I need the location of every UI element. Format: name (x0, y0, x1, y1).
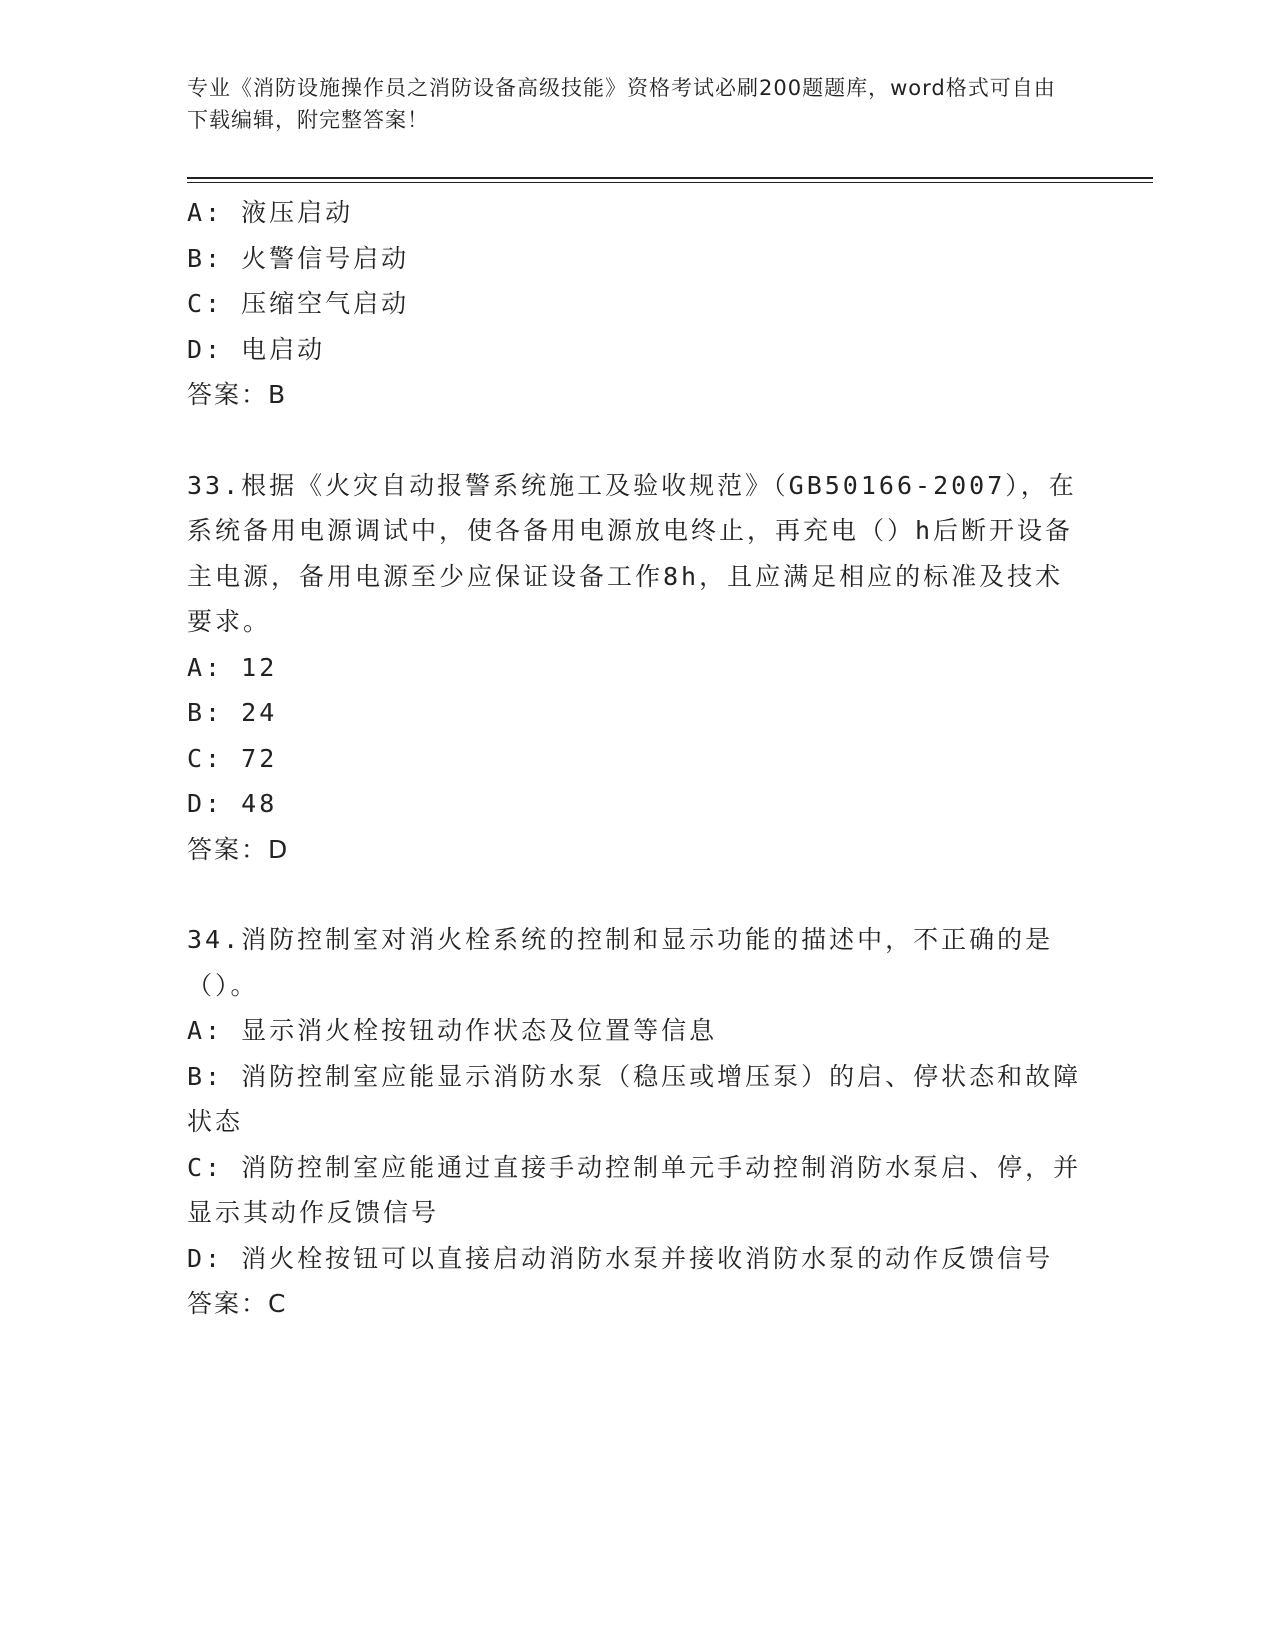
header-divider-top (187, 177, 1153, 179)
option-a: A: 12 (187, 652, 278, 682)
option-c: C: 72 (187, 743, 278, 773)
option-c: C: 消防控制室应能通过直接手动控制单元手动控制消防水泵启、停，并显示其动作反馈信号 (187, 1152, 1082, 1227)
option-d: D: 电启动 (187, 334, 326, 364)
question-33 (187, 463, 1087, 873)
question-34 (187, 917, 1087, 1327)
document-header: 专业《消防设施操作员之消防设备高级技能》资格考试必刷200题题库，word格式可自由下载编辑，附完整答案！ (187, 76, 1056, 132)
option-a: A: 液压启动 (187, 198, 354, 227)
question-content (187, 190, 1087, 1327)
answer-label: 答案：B (187, 380, 288, 409)
question-32 (187, 190, 1087, 418)
option-d: D: 48 (187, 789, 278, 818)
option-c: C: 压缩空气启动 (187, 289, 410, 318)
question-stem: 33.根据《火灾自动报警系统施工及验收规范》（GB50166-2007），在系统备用电源调试中，使各备用电源放电终止，再充电（）h后断开设备主电源，备用电源至少应保证设备工作8h，且应满足相应的标准及技术要求。 (187, 470, 1077, 636)
option-a: A: 显示消火栓按钮动作状态及位置等信息 (187, 1016, 718, 1045)
question-stem: 34.消防控制室对消火栓系统的控制和显示功能的描述中，不正确的是（）。 (187, 925, 1054, 1000)
spacer (187, 872, 1087, 917)
header-divider-bottom (187, 182, 1153, 183)
option-b: B: 火警信号启动 (187, 243, 410, 273)
spacer (187, 418, 1087, 463)
option-d: D: 消火栓按钮可以直接启动消防水泵并接收消防水泵的动作反馈信号 (187, 1243, 1054, 1273)
answer-label: 答案：D (187, 834, 290, 864)
option-b: B: 消防控制室应能显示消防水泵（稳压或增压泵）的启、停状态和故障状态 (187, 1061, 1082, 1136)
answer-label: 答案：C (187, 1289, 288, 1318)
option-b: B: 24 (187, 698, 278, 727)
